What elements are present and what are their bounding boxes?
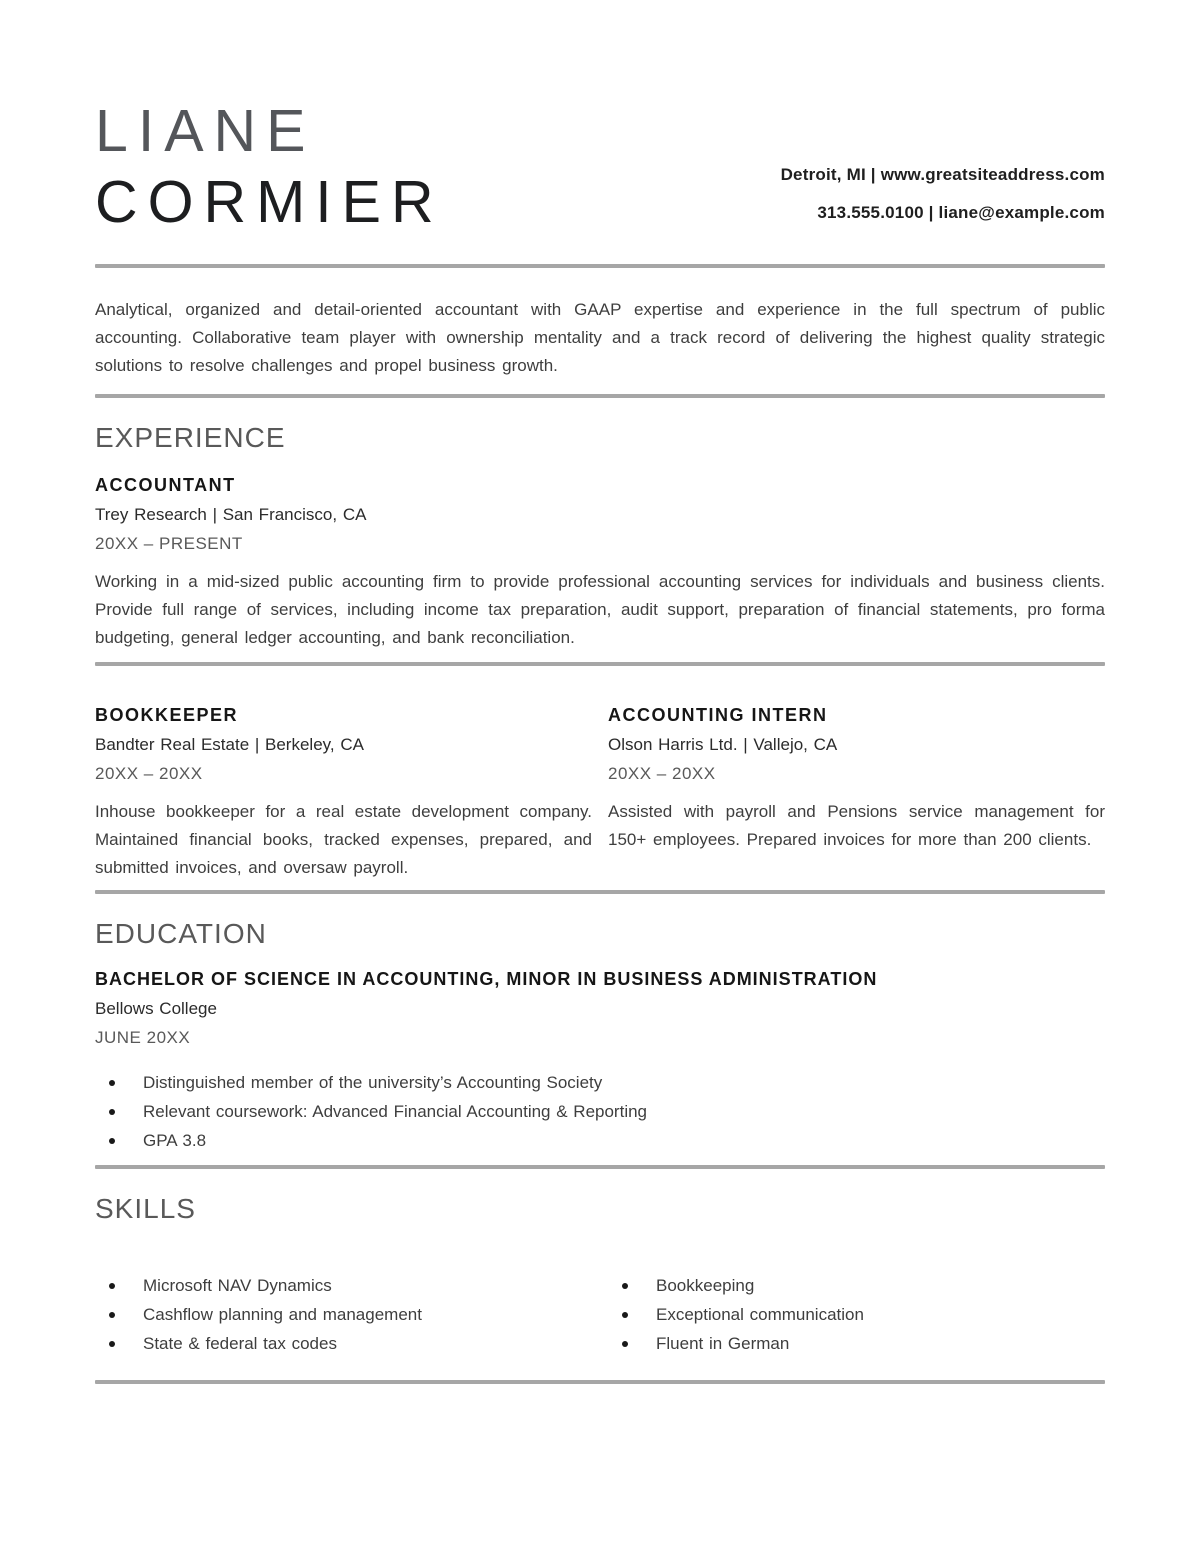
bullet-icon <box>109 1300 143 1329</box>
section-experience <box>95 420 1105 882</box>
contact-line-location-website: Detroit, MI | www.greatsiteaddress.com <box>780 165 1105 184</box>
list-item <box>608 1271 1105 1300</box>
skills-list-column-1 <box>95 1271 592 1358</box>
degree-title: BACHELOR OF SCIENCE IN ACCOUNTING, MINOR IN BUSINESS ADMINISTRATION <box>95 969 878 989</box>
job-title: ACCOUNTING INTERN <box>608 705 828 725</box>
bullet-icon <box>622 1300 656 1329</box>
list-item <box>608 1329 1105 1358</box>
job-description: Inhouse bookkeeper for a real estate development company. Maintained financial books, tracked expenses, prepared, and submitted invoices, and oversaw payroll. <box>95 802 592 877</box>
first-name: LIANE <box>95 98 316 164</box>
bullet-icon <box>109 1271 143 1300</box>
contact-info <box>781 156 1105 232</box>
list-item-text: Exceptional communication <box>656 1305 864 1324</box>
list-item-text: Bookkeeping <box>656 1276 755 1295</box>
bullet-icon <box>109 1329 143 1358</box>
job-title: ACCOUNTANT <box>95 475 236 495</box>
job-company: Trey Research | San Francisco, CA <box>95 505 367 524</box>
job-entry <box>95 702 592 882</box>
education-bullet-list <box>95 1068 1105 1155</box>
skills-list-column-2 <box>608 1271 1105 1358</box>
job-dates: 20XX – PRESENT <box>95 534 243 553</box>
job-entry <box>608 702 1105 882</box>
job-dates: 20XX – 20XX <box>608 764 716 783</box>
experience-two-column-row <box>95 702 1105 882</box>
list-item <box>95 1271 592 1300</box>
job-company: Olson Harris Ltd. | Vallejo, CA <box>608 735 838 754</box>
job-entry <box>95 472 1105 652</box>
list-item <box>95 1097 1105 1126</box>
graduation-date: JUNE 20XX <box>95 1028 191 1047</box>
divider <box>95 264 1105 268</box>
divider <box>95 890 1105 894</box>
skills-heading: SKILLS <box>95 1193 196 1224</box>
divider <box>95 1380 1105 1384</box>
contact-line-phone-email: 313.555.0100 | liane@example.com <box>817 203 1105 222</box>
skills-columns <box>95 1271 1105 1358</box>
bullet-icon <box>109 1126 143 1155</box>
bullet-icon <box>109 1068 143 1097</box>
list-item <box>95 1126 1105 1155</box>
last-name: CORMIER <box>95 169 444 235</box>
list-item-text: Microsoft NAV Dynamics <box>143 1276 332 1295</box>
divider <box>95 394 1105 398</box>
education-heading: EDUCATION <box>95 918 267 949</box>
list-item-text: State & federal tax codes <box>143 1334 337 1353</box>
list-item <box>608 1300 1105 1329</box>
list-item-text: GPA 3.8 <box>143 1131 207 1150</box>
bullet-icon <box>622 1329 656 1358</box>
list-item <box>95 1329 592 1358</box>
job-description: Assisted with payroll and Pensions service management for 150+ employees. Prepared invoices for more than 200 clients. <box>608 802 1105 849</box>
job-dates: 20XX – 20XX <box>95 764 203 783</box>
job-company: Bandter Real Estate | Berkeley, CA <box>95 735 364 754</box>
list-item <box>95 1300 592 1329</box>
divider <box>95 662 1105 666</box>
list-item-text: Fluent in German <box>656 1334 790 1353</box>
job-title: BOOKKEEPER <box>95 705 239 725</box>
candidate-name <box>95 96 444 238</box>
bullet-icon <box>109 1097 143 1126</box>
list-item-text: Relevant coursework: Advanced Financial Accounting & Reporting <box>143 1102 648 1121</box>
list-item-text: Distinguished member of the university’s Accounting Society <box>143 1073 603 1092</box>
header <box>95 0 1105 238</box>
bullet-icon <box>622 1271 656 1300</box>
divider <box>95 1165 1105 1169</box>
experience-heading: EXPERIENCE <box>95 422 286 453</box>
list-item-text: Cashflow planning and management <box>143 1305 422 1324</box>
job-description: Working in a mid-sized public accounting firm to provide professional accounting services for individuals and business clients. Provide full range of services, including income tax preparation, audit support, preparation of financial statements, pro forma budgeting, general ledger accounting, and bank reconciliation. <box>95 572 1105 647</box>
list-item <box>95 1068 1105 1097</box>
section-skills <box>95 1191 1105 1358</box>
school-name: Bellows College <box>95 999 217 1018</box>
summary-text: Analytical, organized and detail-oriented accountant with GAAP expertise and experience in the full spectrum of public accounting. Collaborative team player with ownership mentality and a track record of delivering the highest quality strategic solutions to resolve challenges and propel business growth. <box>95 300 1105 375</box>
section-education <box>95 916 1105 1155</box>
